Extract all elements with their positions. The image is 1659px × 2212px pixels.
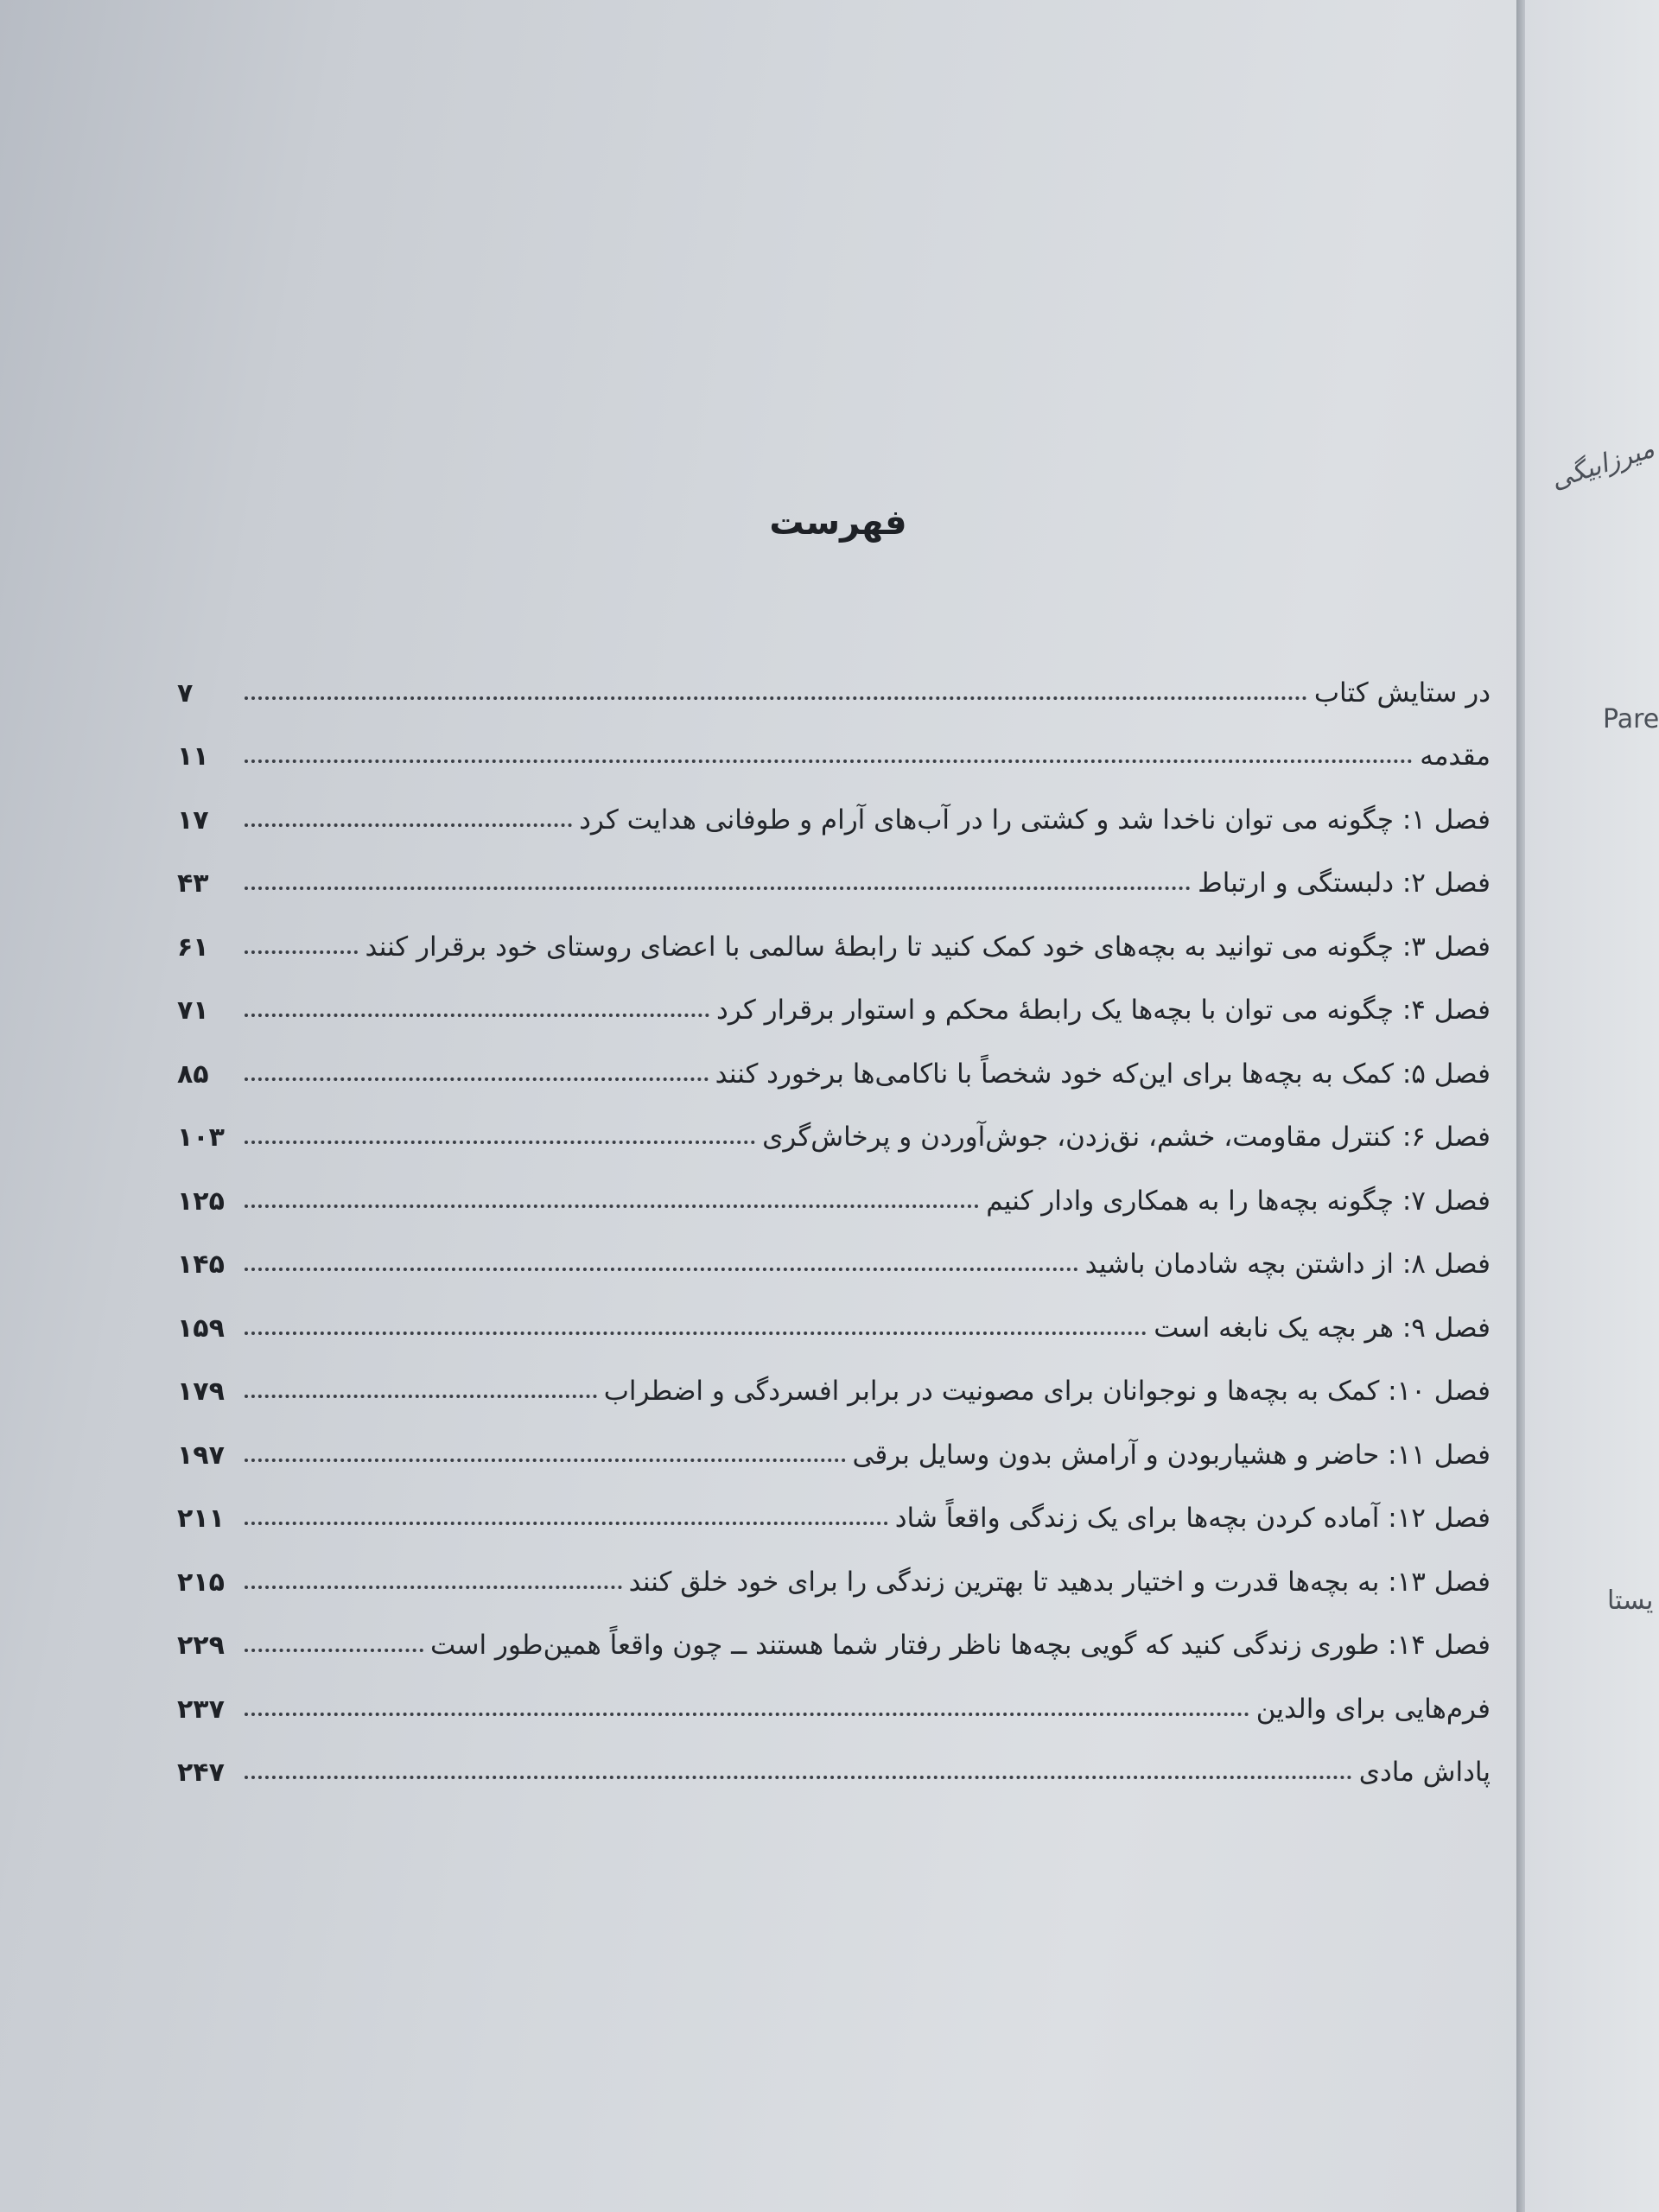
dot-leader [245,1522,888,1525]
toc-entry [177,1036,1491,1100]
dot-leader [245,760,1413,763]
toc-entry-title: فصل ۱: چگونه می توان ناخدا شد و کشتی را در آب‌های آرام و طوفانی هدایت کرد [579,804,1491,836]
dot-leader [245,950,358,954]
toc-entry-page: ۸۵ [177,1058,209,1090]
toc-entry [177,1100,1491,1164]
toc-entry [177,846,1491,910]
toc-entry [177,1481,1491,1545]
toc-entry-page: ۲۲۹ [177,1630,225,1661]
toc-entry-title: فصل ۱۲: آماده کردن بچه‌ها برای یک زندگی واقعاً شاد [894,1503,1491,1534]
toc-entry-title: فصل ۸: از داشتن بچه شادمان باشید [1084,1249,1491,1280]
toc-entry [177,1163,1491,1227]
adjacent-page-fragment-latin: Pare [1603,704,1659,734]
toc-entry-title: در ستایش کتاب [1313,677,1491,709]
toc-entry [177,1544,1491,1608]
toc-entry-title: فصل ۲: دلبستگی و ارتباط [1198,868,1491,899]
toc-entry [177,1735,1491,1799]
dot-leader [245,1586,622,1589]
toc-entry [177,1354,1491,1418]
toc-entry-page: ۱۱ [177,741,209,772]
dot-leader [245,1077,709,1081]
toc-entry-title: مقدمه [1420,741,1491,772]
toc-entry-title: پاداش مادی [1358,1757,1491,1788]
toc-entry-title: فصل ۳: چگونه می توانید به بچه‌های خود کمک کنید تا رابطهٔ سالمی با اعضای روستای خود برقرار کنند [365,931,1491,963]
toc-entry [177,909,1491,973]
toc-entry-title: فصل ۱۴: طوری زندگی کنید که گویی بچه‌ها ناظر رفتار شما هستند ــ چون واقعاً همین‌طور است [430,1630,1491,1661]
dot-leader [245,1205,979,1208]
toc-entry-page: ۱۴۵ [177,1249,225,1280]
toc-entry [177,1608,1491,1672]
toc-entry-title: فصل ۵: کمک به بچه‌ها برای این‌که خود شخصاً با ناکامی‌ها برخورد کنند [715,1058,1491,1090]
adjacent-page [1525,0,1659,2212]
dot-leader [245,1713,1249,1716]
toc-entry-title: فرم‌هایی برای والدین [1255,1693,1491,1725]
toc-entry-page: ۲۳۷ [177,1694,225,1725]
table-of-contents [177,655,1491,1798]
toc-entry-page: ۴۳ [177,868,209,899]
adjacent-page-fragment-persian: یستا [1607,1586,1654,1616]
toc-entry-title: فصل ۹: هر بچه یک نابغه است [1154,1312,1491,1344]
toc-entry-title: فصل ۴: چگونه می توان با بچه‌ها یک رابطهٔ محکم و استوار برقرار کرد [716,995,1491,1026]
toc-entry [177,973,1491,1037]
toc-entry [177,1227,1491,1291]
toc-entry-page: ۲۴۷ [177,1758,225,1788]
page-edge [1516,0,1525,2212]
dot-leader [245,1332,1147,1335]
dot-leader [245,1395,597,1398]
toc-entry-page: ۱۵۹ [177,1313,225,1344]
toc-entry-page: ۱۷۹ [177,1376,225,1407]
handwritten-note: میرزابیگی [1547,433,1658,496]
toc-entry-page: ۱۷ [177,804,209,836]
toc-entry [177,719,1491,783]
toc-entry-page: ۱۲۵ [177,1185,225,1217]
dot-leader [245,823,572,827]
toc-entry-title: فصل ۱۰: کمک به بچه‌ها و نوجوانان برای مصونیت در برابر افسردگی و اضطراب [603,1376,1491,1407]
toc-entry-page: ۶۱ [177,931,209,963]
dot-leader [245,1649,423,1652]
dot-leader [245,696,1307,700]
dot-leader [245,887,1191,890]
toc-entry [177,1417,1491,1481]
toc-entry-page: ۷۱ [177,995,209,1026]
toc-entry-page: ۲۱۱ [177,1503,225,1534]
toc-entry-page: ۱۹۷ [177,1440,225,1471]
toc-entry [177,782,1491,846]
toc-entry [177,655,1491,719]
toc-entry-title: فصل ۱۱: حاضر و هشیاربودن و آرامش بدون وسایل برقی [852,1439,1491,1471]
toc-entry-page: ۱۰۳ [177,1122,225,1153]
toc-entry-title: فصل ۷: چگونه بچه‌ها را به همکاری وادار کنیم [986,1185,1491,1217]
toc-entry-title: فصل ۱۳: به بچه‌ها قدرت و اختیار بدهید تا بهترین زندگی را برای خود خلق کنند [628,1566,1491,1598]
dot-leader [245,1776,1352,1779]
toc-entry [177,1671,1491,1735]
toc-entry-page: ۲۱۵ [177,1567,225,1598]
toc-entry [177,1290,1491,1354]
dot-leader [245,1268,1078,1271]
toc-entry-page: ۷ [177,677,194,709]
dot-leader [245,1141,755,1144]
toc-entry-title: فصل ۶: کنترل مقاومت، خشم، نق‌زدن، جوش‌آوردن و پرخاش‌گری [762,1122,1491,1153]
dot-leader [245,1459,846,1462]
page-title: فهرست [769,502,907,543]
dot-leader [245,1014,709,1017]
